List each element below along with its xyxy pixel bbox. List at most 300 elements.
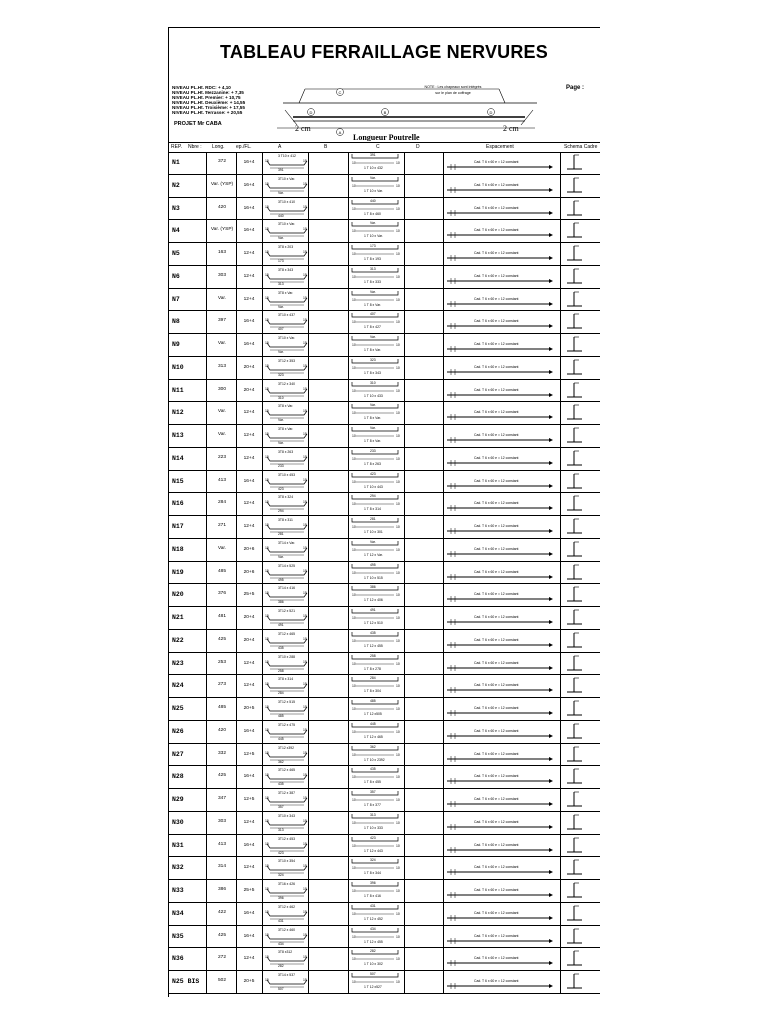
- bar-a-label: 3T10 x 453: [278, 472, 295, 477]
- row-long: 314: [217, 864, 226, 870]
- bar-a-label: 3T10 x 410: [278, 199, 295, 204]
- bar-c-hook-left: 10: [352, 525, 356, 529]
- bar-c-label: 1 T 12 x 443: [364, 848, 383, 853]
- bar-c-hook-right: 10: [396, 684, 400, 689]
- row-long: 332: [217, 750, 226, 756]
- bar-c-label: 1 T 10 x 333: [364, 825, 383, 830]
- bar-a-hook-left: 15: [265, 887, 269, 891]
- bar-a-hook-right: 15: [303, 909, 307, 914]
- note-line: NOTE : Les chapeaux sont intégrés: [424, 85, 482, 89]
- header-b: B: [324, 144, 328, 150]
- bar-c-label: 1 T 10 x 432: [364, 166, 383, 170]
- row-rep: N27: [172, 750, 184, 758]
- bar-a-hook-right: 15: [303, 591, 307, 596]
- bar-a-hook-right: 15: [303, 181, 307, 186]
- bar-c-hook-left: 10: [352, 343, 356, 347]
- bar-a-label: 3T12 x 453: [278, 836, 295, 841]
- niveau-line: NIVEAU PL.Ht. Premier: + 10,75: [172, 95, 241, 100]
- bar-c-length: Var.: [370, 289, 376, 294]
- row-long: 284: [217, 500, 226, 506]
- bar-c-label: 1 T 12 x 452: [364, 916, 383, 921]
- bar-c-length: 282: [370, 949, 376, 954]
- espacement-text: Cad. T 6 x 60 e = 12 constant: [474, 637, 519, 642]
- row-long: 425: [217, 773, 226, 779]
- bar-c-shape: [350, 607, 402, 629]
- bar-a-label: 3T12 x 515: [278, 700, 295, 704]
- row-long: 271: [217, 523, 226, 528]
- bar-a-length: 495: [278, 577, 284, 582]
- bar-c-hook-left: 10: [352, 684, 356, 689]
- bar-c-hook-right: 10: [396, 616, 400, 620]
- row-nbre: 12+4: [243, 660, 255, 666]
- rebar-table: [168, 152, 600, 994]
- row-rep: N15: [172, 477, 184, 485]
- header-block: [170, 83, 600, 141]
- cadre-schema: [562, 721, 592, 743]
- row-long: Var.: [217, 432, 227, 437]
- bar-c-hook-right: 10: [396, 798, 400, 802]
- cadre-schema: [562, 880, 592, 902]
- espacement-text: Cad. T 6 x 60 e = 12 constant: [474, 160, 519, 164]
- bar-c-length: 445: [370, 721, 376, 726]
- table-row: [168, 539, 600, 562]
- bar-c-hook-right: 10: [396, 161, 400, 165]
- bar-c-shape: [350, 402, 402, 424]
- longueur-label: Longueur Poutrelle: [353, 133, 420, 141]
- bar-c-hook-left: 10: [352, 798, 356, 802]
- bar-c-hook-right: 10: [396, 866, 400, 871]
- bar-a-hook-right: 15: [303, 545, 307, 550]
- bar-c-hook-right: 10: [396, 479, 400, 484]
- row-long: 502: [217, 978, 226, 983]
- bar-c-hook-right: 10: [396, 911, 400, 916]
- bar-c-shape: [350, 357, 402, 379]
- poutrelle-diagram: [275, 83, 565, 141]
- bar-c-shape: [350, 630, 402, 652]
- row-long: 420: [217, 204, 226, 210]
- bar-a-hook-left: 15: [265, 295, 269, 300]
- marker-d-right: D: [489, 110, 493, 115]
- bar-a-length: 323: [278, 372, 284, 377]
- bar-a-label: 3T14 x 537: [278, 973, 295, 977]
- bar-a-label: 3T10 x 437: [278, 313, 295, 318]
- row-nbre: 16+4: [243, 160, 255, 165]
- bar-c-hook-left: 10: [352, 206, 356, 211]
- table-row: [168, 516, 600, 539]
- marker-d: D: [309, 110, 313, 115]
- bar-a-label: 3T14 x 525: [278, 563, 295, 568]
- bar-c-hook-left: 10: [352, 775, 356, 780]
- row-long: 422: [217, 909, 226, 915]
- table-row: [168, 380, 600, 403]
- bar-c-length: Var.: [370, 426, 376, 430]
- bar-a-hook-left: 15: [265, 454, 269, 459]
- bar-a-length: Var.: [278, 190, 284, 195]
- bar-a-length: 324: [278, 873, 284, 878]
- bar-c-length: Var.: [370, 175, 376, 180]
- cadre-schema: [562, 607, 592, 629]
- niveau-line: NIVEAU PL.Ht. RDC: + 4,10: [172, 85, 231, 90]
- espacement-text: Cad. T 6 x 60 e = 12 constant: [474, 364, 519, 369]
- bar-a-label: 3T10 x Var.: [278, 222, 296, 227]
- row-long: 372: [217, 159, 226, 164]
- bar-c-shape: [350, 789, 402, 811]
- bar-c-hook-left: 10: [352, 411, 356, 416]
- bar-c-hook-left: 10: [352, 479, 356, 484]
- header-espacement: Espacement: [486, 144, 514, 150]
- bar-a-label: 3T8 x Var.: [278, 404, 294, 409]
- table-row: [168, 948, 600, 971]
- bar-a-label: 3T8 x Var.: [278, 427, 294, 431]
- cadre-schema: [562, 857, 592, 879]
- bar-c-shape: [350, 766, 402, 788]
- bar-c-length: 407: [370, 312, 376, 317]
- bar-c-length: Var.: [370, 335, 376, 339]
- bar-c-length: 386: [370, 585, 376, 590]
- bar-c-shape: [350, 152, 402, 174]
- bar-a-label: 3T8 x 263: [278, 449, 294, 454]
- bar-a-hook-left: 15: [265, 659, 269, 664]
- table-row: [168, 357, 600, 380]
- bar-c-label: 1 T 8 x 343: [364, 370, 381, 375]
- row-rep: N28: [172, 773, 184, 781]
- bar-a-hook-right: 15: [303, 159, 307, 163]
- bar-c-label: 1 T 10 x 302: [364, 962, 383, 967]
- bar-c-length: 491: [370, 608, 376, 612]
- row-nbre: 16+4: [243, 910, 255, 916]
- bar-a-label: 3T12 x 521: [278, 609, 295, 613]
- table-row: [168, 653, 600, 676]
- bar-c-shape: [350, 926, 402, 948]
- espacement-text: Cad. T 6 x 60 e = 12 constant: [474, 546, 519, 551]
- page-label: Page :: [566, 85, 585, 91]
- espacement-text: Cad. T 6 x 60 e = 12 constant: [474, 569, 519, 574]
- cadre-schema: [562, 266, 592, 288]
- espacement-text: Cad. T 6 x 60 e = 12 constant: [474, 819, 519, 824]
- espacement-text: Cad. T 6 x 60 e = 12 constant: [474, 251, 519, 255]
- bar-c-label: 1 T 8 x 344: [364, 871, 381, 876]
- bar-c-hook-left: 10: [352, 957, 356, 962]
- bar-a-length: 233: [278, 463, 284, 468]
- bar-c-label: 1 T 10 x 515: [364, 575, 383, 580]
- bar-c-label: 1 T 12 x 406: [364, 598, 383, 603]
- bar-c-length: Var.: [370, 539, 376, 544]
- bar-a-hook-right: 15: [303, 932, 307, 937]
- bar-c-hook-right: 10: [396, 661, 400, 666]
- bar-a-length: 258: [278, 668, 284, 673]
- row-long: Var. (YSP): [210, 181, 234, 187]
- table-row: [168, 903, 600, 926]
- cadre-schema: [562, 948, 592, 970]
- bar-a-hook-right: 15: [303, 750, 307, 755]
- bar-a-label: 3T10 x 288: [278, 654, 295, 659]
- table-row: [168, 198, 600, 221]
- bar-a-hook-left: 15: [265, 432, 269, 436]
- espacement-text: Cad. T 6 x 60 e = 12 constant: [474, 751, 519, 756]
- cadre-schema: [562, 380, 592, 402]
- table-row: [168, 675, 600, 698]
- row-nbre: 16+4: [243, 842, 255, 848]
- header-long: Long.: [212, 144, 225, 150]
- bar-c-hook-right: 10: [396, 252, 400, 256]
- note-line: sur le plan de coffrage: [435, 91, 471, 95]
- bar-a-label: 3T8 x 343: [278, 267, 294, 272]
- row-long: 223: [217, 454, 226, 460]
- bar-a-hook-left: 15: [265, 796, 269, 800]
- espacement-text: Cad. T 6 x 60 e = 12 constant: [474, 319, 519, 324]
- bar-c-length: 357: [370, 790, 376, 794]
- row-nbre: 12+5: [243, 751, 255, 757]
- bar-c-label: 1 T 8 x 427: [364, 325, 381, 330]
- bar-c-label: 1 T 12 x 455: [364, 939, 383, 944]
- marker-b: B: [383, 110, 387, 115]
- row-long: 376: [217, 591, 226, 597]
- bar-c-length: 435: [370, 630, 376, 635]
- espacement-text: Cad. T 6 x 60 e = 12 constant: [474, 842, 519, 847]
- row-nbre: 25+5: [243, 888, 255, 893]
- bar-a-label: 3T8 x312: [278, 950, 293, 955]
- row-nbre: 20+4: [243, 364, 255, 370]
- espacement-text: Cad. T 6 x 60 e = 12 constant: [474, 455, 519, 460]
- bar-c-hook-left: 10: [352, 911, 356, 916]
- bar-c-length: 323: [370, 357, 376, 362]
- bar-a-hook-left: 15: [265, 523, 269, 527]
- bar-c-hook-right: 10: [396, 320, 400, 325]
- bar-a-length: 313: [278, 827, 284, 832]
- bar-a-length: 396: [278, 896, 284, 900]
- bar-a-hook-right: 15: [303, 773, 307, 778]
- niveau-line: NIVEAU PL.Ht. Terrasse: + 20,55: [172, 110, 243, 115]
- bar-c-length: 313: [370, 266, 376, 271]
- bar-c-shape: [350, 903, 402, 925]
- bar-a-length: 485: [278, 714, 284, 718]
- bar-c-hook-left: 10: [352, 980, 356, 984]
- bar-c-length: 233: [370, 448, 376, 453]
- bar-a-hook-right: 15: [303, 887, 307, 891]
- row-rep: N30: [172, 818, 184, 826]
- bar-c-label: 1 T 8 x 455: [364, 780, 381, 785]
- bar-c-label: 1 T 12 x 455: [364, 643, 383, 648]
- table-row: [168, 289, 600, 312]
- bar-c-label: 1 T 8 x 314: [364, 507, 381, 512]
- row-long: 420: [217, 727, 226, 733]
- bar-c-hook-right: 10: [396, 889, 400, 893]
- row-nbre: 25+5: [243, 592, 255, 598]
- bar-a-hook-right: 15: [303, 454, 307, 459]
- bar-a-label: 3T12 x 465: [278, 631, 295, 636]
- cadre-schema: [562, 425, 592, 447]
- espacement-text: Cad. T 6 x 60 e = 12 constant: [474, 956, 519, 961]
- bar-c-hook-right: 10: [396, 729, 400, 734]
- bar-a-hook-right: 15: [303, 272, 307, 277]
- bar-a-hook-left: 15: [265, 841, 269, 846]
- bar-a-label: 3T8 x 314: [278, 677, 294, 682]
- bar-a-length: 431: [278, 918, 284, 923]
- row-rep: N33: [172, 887, 184, 894]
- row-rep: N6: [172, 272, 180, 280]
- bar-a-hook-right: 15: [303, 250, 307, 254]
- bar-c-shape: [350, 744, 402, 766]
- bar-a-length: 423: [278, 486, 284, 491]
- bar-c-label: 1 T 10 x 433: [364, 393, 383, 398]
- row-long: 300: [217, 386, 226, 392]
- table-row: [168, 266, 600, 289]
- bar-a-hook-left: 15: [265, 727, 269, 732]
- cadre-schema: [562, 675, 592, 697]
- bar-c-hook-right: 10: [396, 934, 400, 939]
- bar-c-hook-left: 10: [352, 820, 356, 825]
- espacement-text: Cad. T 6 x 60 e = 12 constant: [474, 273, 519, 278]
- bar-a-hook-right: 15: [303, 523, 307, 527]
- bar-c-shape: [350, 493, 402, 515]
- row-rep: N16: [172, 500, 184, 508]
- bar-c-label: 1 T 12 x 465: [364, 734, 383, 739]
- bar-a-length: 310: [278, 395, 284, 400]
- bar-a-hook-left: 15: [265, 545, 269, 550]
- row-nbre: 16+4: [243, 728, 255, 734]
- espacement-text: Cad. T 6 x 60 e = 12 constant: [474, 979, 519, 983]
- bar-c-hook-right: 10: [396, 707, 400, 711]
- row-rep: N22: [172, 636, 184, 644]
- bar-c-label: 1 T 10 x 443: [364, 484, 383, 489]
- row-rep: N29: [172, 796, 184, 803]
- bar-a-label: 3T10 x 354: [278, 859, 295, 864]
- row-long: 485: [217, 705, 226, 710]
- bar-a-label: 3T16 x 426: [278, 882, 295, 886]
- bar-a-hook-right: 15: [303, 818, 307, 823]
- row-nbre: 16+4: [243, 228, 255, 234]
- bar-a-length: 445: [278, 736, 284, 741]
- bar-c-hook-left: 10: [352, 843, 356, 848]
- row-nbre: 12+4: [243, 819, 255, 825]
- niveau-line: NIVEAU PL.Ht. Mezzanine: + 7,35: [172, 90, 244, 95]
- table-row: [168, 448, 600, 471]
- row-rep: N2: [172, 181, 180, 189]
- espacement-text: Cad. T 6 x 60 e = 12 constant: [474, 660, 519, 665]
- bar-c-shape: [350, 971, 402, 993]
- bar-c-hook-right: 10: [396, 547, 400, 552]
- bar-c-shape: [350, 425, 402, 447]
- row-nbre: 12+4: [243, 865, 255, 871]
- cadre-schema: [562, 630, 592, 652]
- row-long: 273: [217, 682, 226, 688]
- cadre-schema: [562, 903, 592, 925]
- espacement-text: Cad. T 6 x 60 e = 12 constant: [474, 410, 519, 415]
- bar-c-hook-left: 10: [352, 320, 356, 325]
- bar-c-hook-left: 10: [352, 707, 356, 711]
- bar-c-hook-left: 10: [352, 434, 356, 438]
- bar-c-hook-left: 10: [352, 229, 356, 234]
- bar-a-label: 3T8 x 203: [278, 245, 294, 249]
- bar-c-hook-right: 10: [396, 297, 400, 302]
- bar-a-length: 434: [278, 941, 284, 946]
- bar-c-length: Var.: [370, 221, 376, 226]
- bar-c-hook-right: 10: [396, 411, 400, 416]
- bar-c-hook-left: 10: [352, 866, 356, 871]
- bar-a-hook-right: 15: [303, 341, 307, 345]
- row-long: Var. (YSP): [210, 227, 234, 233]
- bar-c-length: 281: [370, 517, 376, 521]
- table-row: [168, 584, 600, 607]
- bar-c-shape: [350, 243, 402, 265]
- bar-c-shape: [350, 380, 402, 402]
- marker-c: C: [338, 90, 342, 95]
- bar-a-hook-left: 15: [265, 705, 269, 709]
- bar-a-label: 3T12 x392: [278, 745, 295, 750]
- bar-c-length: 434: [370, 926, 376, 931]
- header-c: C: [376, 144, 380, 150]
- bar-a-label: 3T12 x 462: [278, 904, 295, 909]
- bar-c-hook-right: 10: [396, 593, 400, 598]
- bar-a-length: 407: [278, 327, 284, 332]
- bar-c-length: 173: [370, 244, 376, 248]
- row-nbre: 20+6: [243, 546, 255, 552]
- header-rep: REP.: [171, 144, 183, 150]
- bar-c-label: 1 T 12 x Var.: [364, 552, 383, 557]
- table-row: [168, 493, 600, 516]
- bar-a-hook-left: 15: [265, 409, 269, 414]
- row-rep: N17: [172, 523, 184, 530]
- bar-c-label: 1 T 12 x527: [364, 985, 382, 989]
- bar-c-hook-right: 10: [396, 206, 400, 211]
- bar-a-hook-left: 15: [265, 386, 269, 391]
- table-row: [168, 220, 600, 243]
- header-nbre: Nbre :: [188, 144, 202, 150]
- bar-c-label: 1 T 8 x Var.: [364, 439, 381, 443]
- bar-a-hook-left: 15: [265, 978, 269, 982]
- row-long: 347: [217, 796, 226, 801]
- bar-a-length: 391: [278, 168, 284, 172]
- espacement-text: Cad. T 6 x 60 e = 12 constant: [474, 205, 519, 210]
- bar-a-hook-right: 15: [303, 568, 307, 573]
- bar-c-hook-left: 10: [352, 388, 356, 393]
- row-nbre: 12+4: [243, 410, 255, 416]
- bar-c-shape: [350, 334, 402, 356]
- row-long: 163: [217, 250, 226, 255]
- cadre-schema: [562, 493, 592, 515]
- bar-c-length: 391: [370, 153, 376, 157]
- row-rep: N26: [172, 727, 184, 735]
- bar-a-length: 281: [278, 532, 284, 536]
- row-rep: N5: [172, 250, 180, 257]
- bar-c-label: 1 T 8 x Var.: [364, 348, 381, 352]
- bar-c-label: 1 T 8 x 333: [364, 279, 381, 284]
- row-nbre: 20+4: [243, 387, 255, 393]
- row-long: 413: [217, 841, 226, 847]
- espacement-text: Cad. T 6 x 60 e = 12 constant: [474, 728, 519, 733]
- espacement-text: Cad. T 6 x 60 e = 12 constant: [474, 433, 519, 437]
- bar-a-length: Var.: [278, 554, 284, 559]
- bar-c-length: 431: [370, 903, 376, 908]
- bar-a-hook-left: 15: [265, 955, 269, 960]
- bar-c-shape: [350, 653, 402, 675]
- espacement-text: Cad. T 6 x 60 e = 12 constant: [474, 797, 519, 801]
- bar-a-label: 3T8 x Var.: [278, 290, 294, 295]
- row-long: 425: [217, 636, 226, 642]
- cadre-schema: [562, 539, 592, 561]
- row-rep: N3: [172, 204, 180, 212]
- cadre-schema: [562, 789, 592, 811]
- bar-a-hook-left: 15: [265, 682, 269, 687]
- espacement-text: Cad. T 6 x 60 e = 12 constant: [474, 615, 519, 619]
- bar-a-hook-right: 15: [303, 227, 307, 232]
- cadre-schema: [562, 653, 592, 675]
- espacement-text: Cad. T 6 x 60 e = 12 constant: [474, 182, 519, 187]
- cadre-schema: [562, 584, 592, 606]
- bar-a-hook-right: 15: [303, 318, 307, 323]
- cadre-schema: [562, 926, 592, 948]
- bar-c-label: 1 T 10 x 301: [364, 530, 383, 534]
